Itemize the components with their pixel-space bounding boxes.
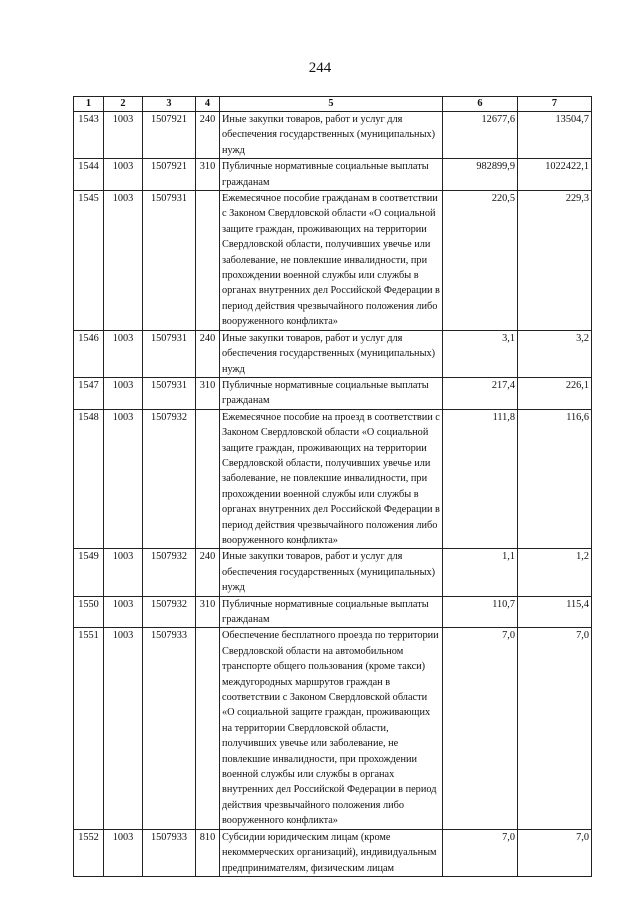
section-code: 1003 <box>104 159 143 191</box>
row-number: 1547 <box>74 377 104 409</box>
amount-col7: 1,2 <box>518 549 592 596</box>
row-number: 1545 <box>74 191 104 331</box>
table-header-row <box>74 97 592 112</box>
target-article-code: 1507932 <box>143 596 196 628</box>
section-code: 1003 <box>104 112 143 159</box>
section-code: 1003 <box>104 829 143 876</box>
row-number: 1548 <box>74 409 104 549</box>
table-row <box>74 628 592 829</box>
target-article-code: 1507931 <box>143 191 196 331</box>
expense-name: Ежемесячное пособие на проезд в соответствии с Законом Свердловской области «О социальной защите граждан, проживающих на территории Свердловской области, получивших увечье или заболевание, не повлекшие инвалидности, при прохождении военной службы или службы в органах внутренних дел Российской Федерации в период действия чрезвычайного положения либо вооруженного конфликта» <box>220 409 443 549</box>
amount-col6: 110,7 <box>443 596 518 628</box>
amount-col7: 226,1 <box>518 377 592 409</box>
page-number: 244 <box>308 60 332 76</box>
amount-col6: 12677,6 <box>443 112 518 159</box>
amount-col6: 3,1 <box>443 330 518 377</box>
table-row <box>74 330 592 377</box>
table-row <box>74 829 592 876</box>
section-code: 1003 <box>104 377 143 409</box>
table-row <box>74 191 592 331</box>
section-code: 1003 <box>104 596 143 628</box>
target-article-code: 1507933 <box>143 628 196 829</box>
expense-type-code <box>196 409 220 549</box>
column-header: 6 <box>443 97 518 112</box>
target-article-code: 1507932 <box>143 549 196 596</box>
table-row <box>74 377 592 409</box>
amount-col7: 7,0 <box>518 829 592 876</box>
expense-name: Иные закупки товаров, работ и услуг для обеспечения государственных (муниципальных) нужд <box>220 330 443 377</box>
target-article-code: 1507921 <box>143 159 196 191</box>
column-header: 7 <box>518 97 592 112</box>
amount-col7: 1022422,1 <box>518 159 592 191</box>
amount-col7: 3,2 <box>518 330 592 377</box>
amount-col7: 229,3 <box>518 191 592 331</box>
budget-table <box>73 96 592 877</box>
expense-name: Иные закупки товаров, работ и услуг для обеспечения государственных (муниципальных) нужд <box>220 549 443 596</box>
expense-type-code: 810 <box>196 829 220 876</box>
amount-col6: 217,4 <box>443 377 518 409</box>
table-row <box>74 409 592 549</box>
amount-col7: 7,0 <box>518 628 592 829</box>
amount-col6: 111,8 <box>443 409 518 549</box>
section-code: 1003 <box>104 549 143 596</box>
target-article-code: 1507932 <box>143 409 196 549</box>
expense-type-code <box>196 628 220 829</box>
row-number: 1544 <box>74 159 104 191</box>
row-number: 1546 <box>74 330 104 377</box>
target-article-code: 1507933 <box>143 829 196 876</box>
amount-col6: 982899,9 <box>443 159 518 191</box>
table-row <box>74 112 592 159</box>
row-number: 1549 <box>74 549 104 596</box>
column-header: 2 <box>104 97 143 112</box>
section-code: 1003 <box>104 330 143 377</box>
column-header: 5 <box>220 97 443 112</box>
section-code: 1003 <box>104 628 143 829</box>
expense-name: Субсидии юридическим лицам (кроме некоммерческих организаций), индивидуальным предпринимателям, физическим лицам <box>220 829 443 876</box>
target-article-code: 1507931 <box>143 330 196 377</box>
column-header: 3 <box>143 97 196 112</box>
target-article-code: 1507931 <box>143 377 196 409</box>
expense-name: Публичные нормативные социальные выплаты гражданам <box>220 159 443 191</box>
expense-type-code: 240 <box>196 330 220 377</box>
row-number: 1551 <box>74 628 104 829</box>
expense-type-code: 310 <box>196 377 220 409</box>
column-header: 1 <box>74 97 104 112</box>
expense-name: Обеспечение бесплатного проезда по территории Свердловской области на автомобильном транспорте общего пользования (кроме такси) междугородных маршрутов граждан в соответствии с Законом Свердловской области «О социальной защите граждан, проживающих на территории Свердловской области, получивших увечье или заболевание, не повлекшие инвалидности, при прохождении военной службы или службы в органах внутренних дел Российской Федерации в период действия чрезвычайного положения либо вооруженного конфликта» <box>220 628 443 829</box>
row-number: 1552 <box>74 829 104 876</box>
amount-col7: 116,6 <box>518 409 592 549</box>
expense-type-code: 240 <box>196 112 220 159</box>
table-row <box>74 549 592 596</box>
expense-type-code: 310 <box>196 159 220 191</box>
table-row <box>74 596 592 628</box>
table-row <box>74 159 592 191</box>
expense-name: Публичные нормативные социальные выплаты гражданам <box>220 596 443 628</box>
amount-col6: 1,1 <box>443 549 518 596</box>
expense-name: Публичные нормативные социальные выплаты гражданам <box>220 377 443 409</box>
amount-col6: 7,0 <box>443 829 518 876</box>
row-number: 1550 <box>74 596 104 628</box>
expense-name: Ежемесячное пособие гражданам в соответствии с Законом Свердловской области «О социальной защите граждан, проживающих на территории Свердловской области, получивших увечье или заболевание, не повлекшие инвалидности, при прохождении военной службы или службы в органах внутренних дел Российской Федерации в период действия чрезвычайного положения либо вооруженного конфликта» <box>220 191 443 331</box>
amount-col6: 220,5 <box>443 191 518 331</box>
amount-col7: 13504,7 <box>518 112 592 159</box>
row-number: 1543 <box>74 112 104 159</box>
expense-name: Иные закупки товаров, работ и услуг для обеспечения государственных (муниципальных) нужд <box>220 112 443 159</box>
expense-type-code: 310 <box>196 596 220 628</box>
expense-type-code <box>196 191 220 331</box>
section-code: 1003 <box>104 191 143 331</box>
expense-type-code: 240 <box>196 549 220 596</box>
section-code: 1003 <box>104 409 143 549</box>
column-header: 4 <box>196 97 220 112</box>
target-article-code: 1507921 <box>143 112 196 159</box>
amount-col7: 115,4 <box>518 596 592 628</box>
amount-col6: 7,0 <box>443 628 518 829</box>
